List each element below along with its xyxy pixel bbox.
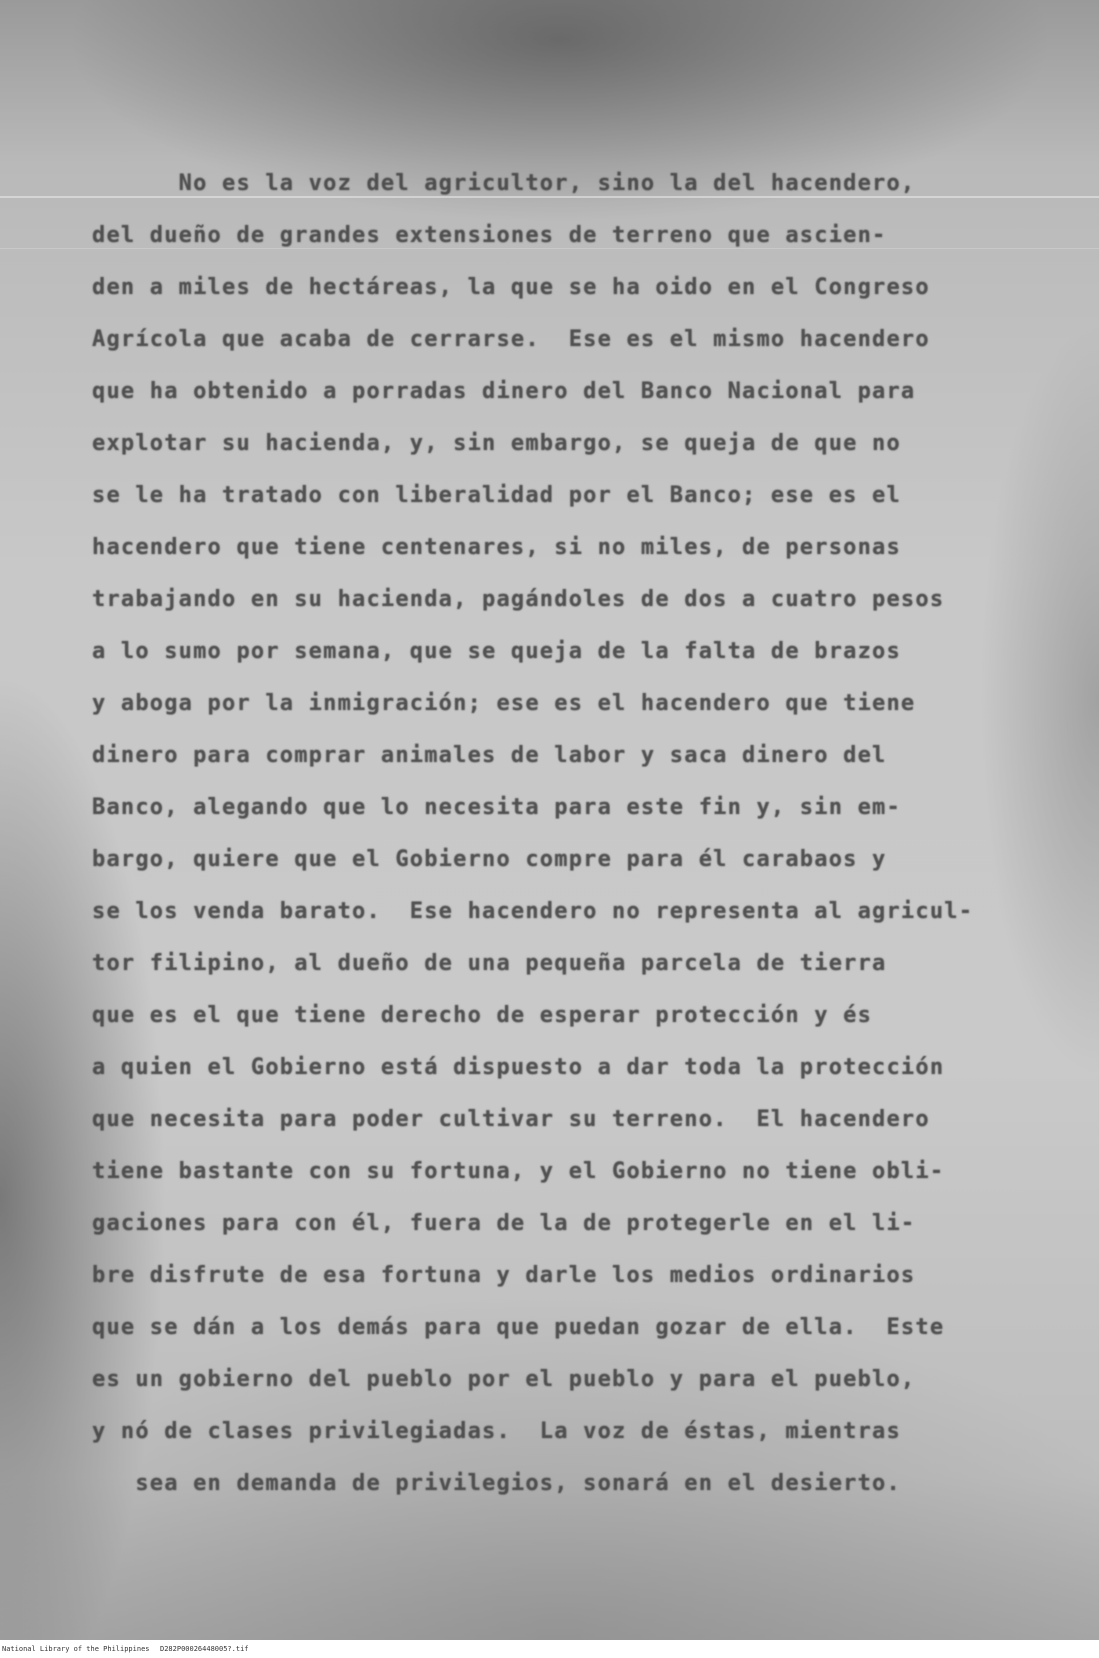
text-line-5: que ha obtenido a porradas dinero del Banco Nacional para	[92, 379, 916, 404]
text-line-18: a quien el Gobierno está dispuesto a dar toda la protección	[92, 1055, 945, 1080]
text-line-8: hacendero que tiene centenares, si no miles, de personas	[92, 535, 901, 560]
text-line-11: y aboga por la inmigración; ese es el hacendero que tiene	[92, 691, 916, 716]
library-credit: National Library of the Philippines	[2, 1645, 150, 1653]
text-line-7: se le ha tratado con liberalidad por el Banco; ese es el	[92, 483, 901, 508]
text-line-6: explotar su hacienda, y, sin embargo, se queja de que no	[92, 431, 901, 456]
text-line-13: Banco, alegando que lo necesita para este fin y, sin em-	[92, 795, 901, 820]
text-line-24: es un gobierno del pueblo por el pueblo y para el pueblo,	[92, 1367, 916, 1392]
text-line-1: No es la voz del agricultor, sino la del hacendero,	[92, 171, 916, 196]
scan-footer	[0, 1640, 1099, 1658]
text-line-23: que se dán a los demás para que puedan gozar de ella. Este	[92, 1315, 945, 1340]
text-line-22: bre disfrute de esa fortuna y darle los medios ordinarios	[92, 1263, 916, 1288]
text-line-16: tor filipino, al dueño de una pequeña parcela de tierra	[92, 951, 887, 976]
text-line-15: se los venda barato. Ese hacendero no representa al agricul-	[92, 899, 974, 924]
typewritten-text-block	[92, 158, 1052, 1510]
text-line-2: del dueño de grandes extensiones de terreno que ascien-	[92, 223, 887, 248]
text-line-10: a lo sumo por semana, que se queja de la falta de brazos	[92, 639, 901, 664]
text-line-21: gaciones para con él, fuera de la de protegerle en el li-	[92, 1211, 916, 1236]
text-line-4: Agrícola que acaba de cerrarse. Ese es el mismo hacendero	[92, 327, 930, 352]
text-line-26: sea en demanda de privilegios, sonará en el desierto.	[92, 1471, 901, 1496]
scan-filename: D282P00026448005?.tif	[160, 1645, 249, 1653]
text-line-14: bargo, quiere que el Gobierno compre para él carabaos y	[92, 847, 887, 872]
text-line-20: tiene bastante con su fortuna, y el Gobierno no tiene obli-	[92, 1159, 945, 1184]
text-line-17: que es el que tiene derecho de esperar protección y és	[92, 1003, 873, 1028]
text-line-25: y nó de clases privilegiadas. La voz de éstas, mientras	[92, 1419, 901, 1444]
text-line-19: que necesita para poder cultivar su terreno. El hacendero	[92, 1107, 930, 1132]
text-line-3: den a miles de hectáreas, la que se ha oido en el Congreso	[92, 275, 930, 300]
text-line-9: trabajando en su hacienda, pagándoles de dos a cuatro pesos	[92, 587, 945, 612]
text-line-12: dinero para comprar animales de labor y saca dinero del	[92, 743, 887, 768]
